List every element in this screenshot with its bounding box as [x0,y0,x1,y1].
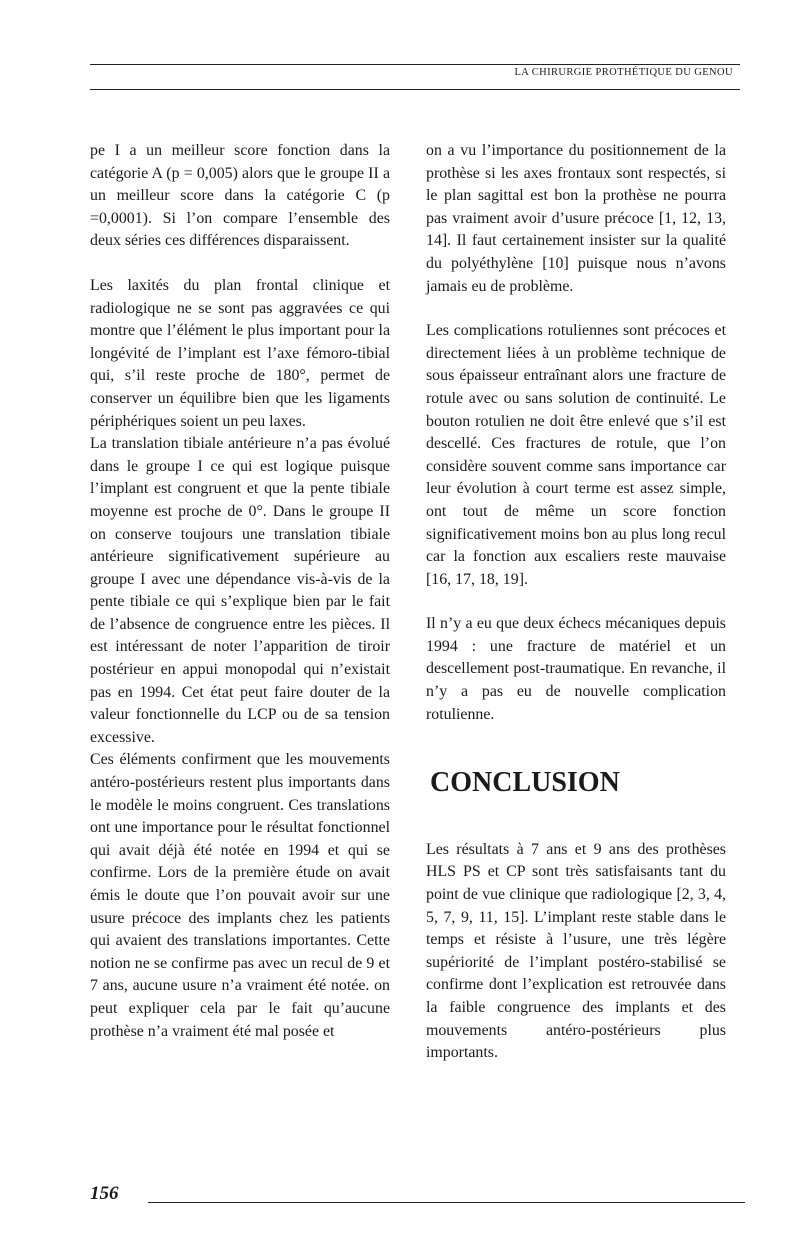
conclusion-heading: CONCLUSION [430,767,620,799]
paragraph: pe I a un meilleur score fonction dans la catégorie A (p = 0,005) alors que le groupe II a un meilleur score dans la catégorie C (p =0,0001). Si l’on compare l’ensemble des deux séries ces différences disparaissent. [90,142,390,250]
right-column [426,140,726,1065]
paragraph: Les laxités du plan frontal clinique et radiologique ne se sont pas aggravées ce qui montre que l’élément le plus important pour la longévité de l’implant est l’axe fémoro-tibial qui, s’il reste proche de 180°, permet de conserver un équilibre bien que les ligaments périphériques soient un peu laxes. [90,276,390,430]
paragraph: Les complications rotuliennes sont précoces et directement liées à un problème technique de sous épaisseur entraînant alors une fracture de rotule avec ou sans solution de continuité. Le bouton rotulien ne doit être enlevé que s’il est descellé. Ces fractures de rotule, que l’on considère souvent comme sans importance car leur évolution à court terme est assez simple, ont tout de même un score fonction significativement moins bon au plus long recul car la fonction aux escaliers reste mauvaise [16, 17, 18, 19]. [426,322,726,588]
paragraph: on a vu l’importance du positionnement de la prothèse si les axes frontaux sont respectés, si le plan sagittal est bon la prothèse ne pourra pas vraiment avoir d’usure précoce [1, 12, 13, 14]. Il faut certainement insister sur la qualité du polyéthylène [10] puisque nous n’avons jamais eu de problème. [426,142,726,295]
paragraph: Ces éléments confirment que les mouvements antéro-postérieurs restent plus importants dans le modèle le moins congruent. Ces translations ont une importance pour le résultat fonctionnel qui avait déjà été notée en 1994 et qui se confirme. Lors de la première étude on avait émis le doute que l’on pouvait avoir sur une usure précoce des implants chez les patients qui avaient des translations importantes. Cette notion ne se confirme pas avec un recul de 9 et 7 ans, aucune usure n’a vraiment été notée. on peut expliquer cela par le fait qu’aucune prothèse n’a vraiment été mal posée et [90,751,390,1040]
footer-rule [148,1202,745,1203]
header-top-rule [90,64,740,65]
left-column [90,140,390,1043]
paragraph: La translation tibiale antérieure n’a pas évolué dans le groupe I ce qui est logique puisque l’implant est congruent et que la pente tibiale moyenne est proche de 0°. Dans le groupe II on conserve toujours une translation tibiale antérieure significativement supérieure au groupe I avec une dépendance vis-à-vis de la pente tibiale ce qui s’explique bien par le fait de l’absence de congruence entre les pièces. Il est intéressant de noter l’apparition de tiroir postérieur en appui monopodal qui n’existait pas en 1994. Cet état peut faire douter de la valeur fonctionnelle du LCP ou de sa tension excessive. [90,435,390,746]
running-head: LA CHIRURGIE PROTHÉTIQUE DU GENOU [514,67,733,78]
conclusion-paragraph: Les résultats à 7 ans et 9 ans des prothèses HLS PS et CP sont très satisfaisants tant du point de vue clinique que radiologique [2, 3, 4, 5, 7, 9, 11, 15]. L’implant reste stable dans le temps et résiste à l’usure, une très légère supériorité de l’implant postéro-stabilisé se confirme dont l’explication est retrouvée dans la faible congruence des implants et des mouvements antéro-postérieurs plus importants. [426,840,726,1062]
page-number: 156 [90,1183,119,1204]
paragraph: Il n’y a eu que deux échecs mécaniques depuis 1994 : une fracture de matériel et un descellement post-traumatique. En revanche, il n’y a pas eu de nouvelle complication rotulienne. [426,615,726,723]
header-bottom-rule [90,89,740,90]
